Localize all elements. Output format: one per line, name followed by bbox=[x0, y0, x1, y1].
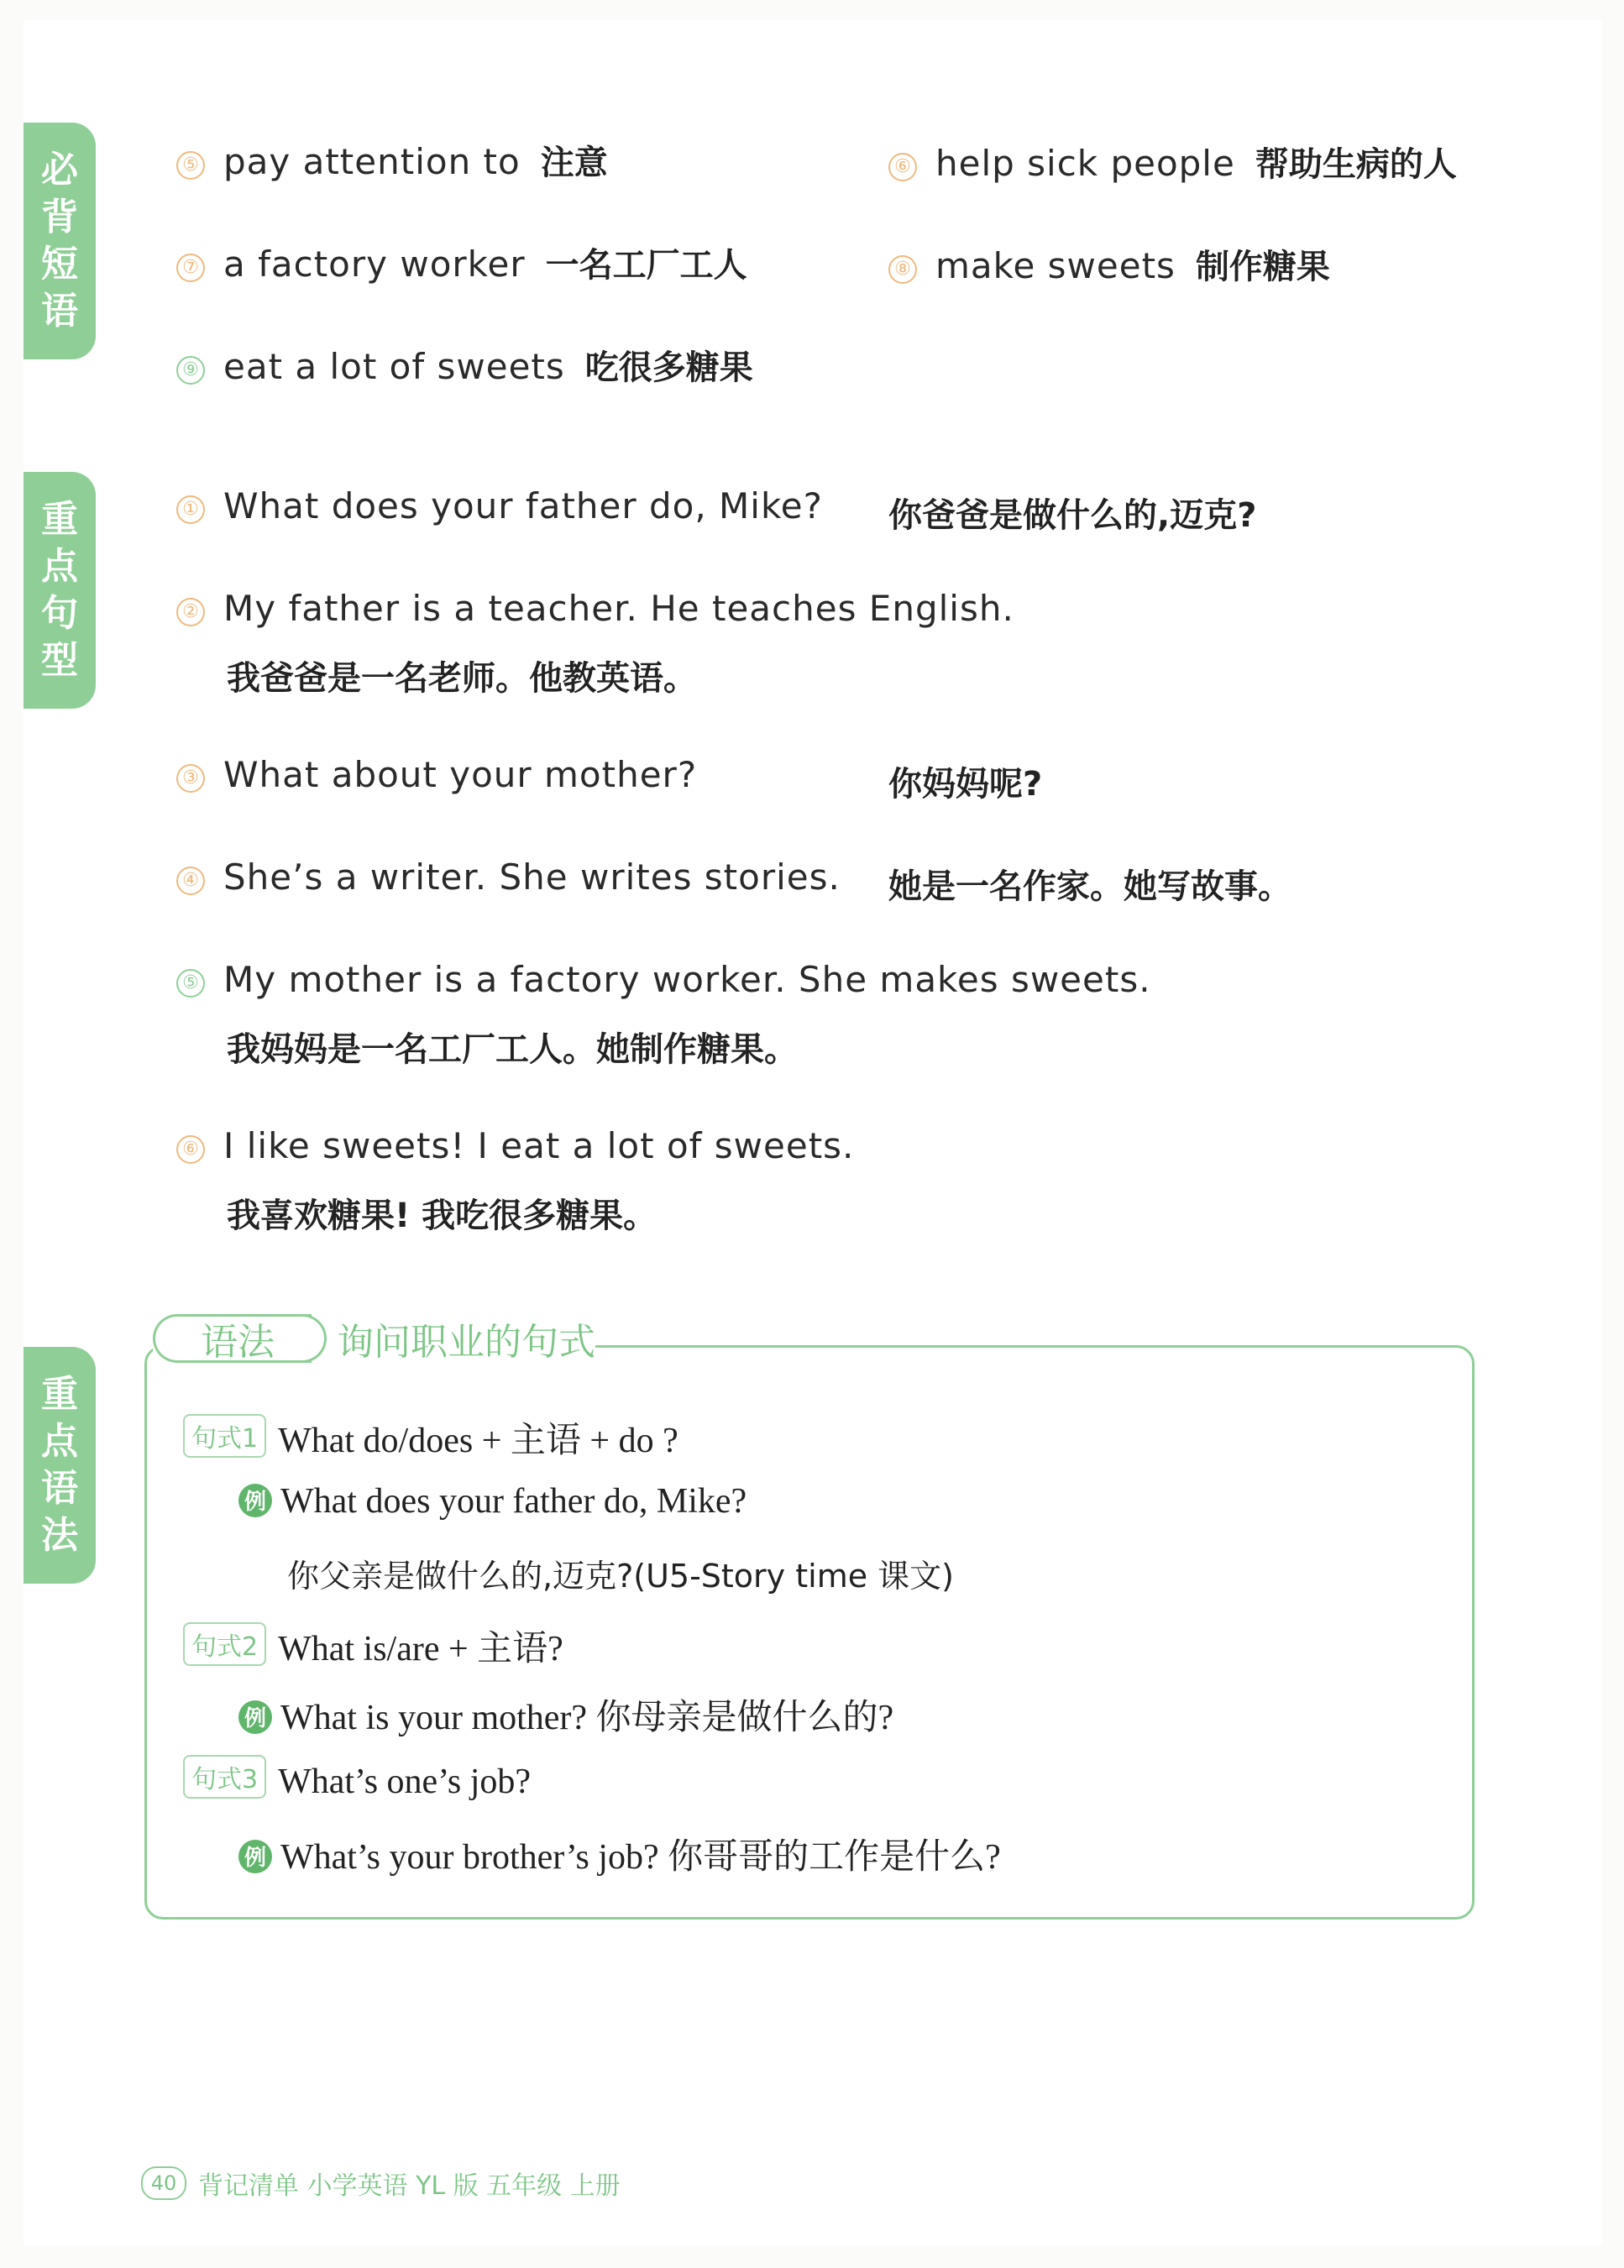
example-1-zh bbox=[287, 1550, 954, 1596]
phrase-zh: 帮助生病的人 bbox=[1255, 145, 1457, 184]
item-number: ⑦ bbox=[176, 254, 205, 282]
tab-char: 背 bbox=[41, 196, 78, 238]
sentence-item bbox=[176, 856, 841, 898]
phrase-zh: 制作糖果 bbox=[1195, 248, 1330, 286]
sentence-en: She’s a writer. She writes stories. bbox=[223, 856, 841, 898]
example-icon: 例 bbox=[238, 1484, 272, 1517]
tab-key-grammar bbox=[24, 1347, 96, 1584]
sentence-zh: 她是一名作家。她写故事。 bbox=[888, 867, 1291, 906]
item-number: ⑧ bbox=[888, 255, 917, 284]
item-number: ① bbox=[176, 495, 205, 524]
phrase-item bbox=[176, 136, 608, 184]
example-en: What’s your brother’s job? 你哥哥的工作是什么? bbox=[280, 1838, 1001, 1877]
sentence-item bbox=[176, 959, 1151, 1001]
sentence-en: What about your mother? bbox=[223, 754, 698, 795]
pattern-formula: What’s one’s job? bbox=[278, 1763, 532, 1801]
sentence-zh: 我妈妈是一名工厂工人。她制作糖果。 bbox=[227, 1030, 798, 1069]
tab-char: 重 bbox=[41, 1373, 78, 1416]
tab-char: 句 bbox=[41, 592, 78, 635]
phrase-zh: 吃很多糖果 bbox=[584, 348, 753, 387]
pattern-label: 句式2 bbox=[183, 1622, 266, 1666]
page-footer bbox=[141, 2165, 621, 2202]
sentence-en: My mother is a factory worker. She makes sweets. bbox=[223, 959, 1151, 1000]
grammar-tag: 语法 bbox=[153, 1314, 312, 1363]
pattern-label: 句式3 bbox=[183, 1755, 266, 1799]
grammar-title: 询问职业的句式 bbox=[337, 1321, 595, 1364]
sentence-en: My father is a teacher. He teaches English. bbox=[223, 588, 1014, 629]
tab-must-recite-phrases bbox=[24, 123, 96, 359]
example-zh: 你父亲是做什么的,迈克?(U5-Story time 课文) bbox=[287, 1558, 954, 1595]
phrase-en: a factory worker bbox=[223, 244, 526, 285]
phrase-item bbox=[176, 341, 753, 389]
example-en: What does your father do, Mike? bbox=[280, 1482, 747, 1521]
phrase-item bbox=[888, 240, 1330, 288]
item-number: ⑤ bbox=[176, 151, 205, 180]
item-number: ② bbox=[176, 598, 205, 626]
example-icon: 例 bbox=[238, 1840, 272, 1873]
tab-char: 必 bbox=[41, 149, 78, 191]
pattern-2 bbox=[183, 1621, 563, 1671]
phrase-zh: 注意 bbox=[540, 144, 608, 182]
sentence-zh: 我喜欢糖果! 我吃很多糖果。 bbox=[227, 1197, 657, 1235]
example-1 bbox=[238, 1481, 747, 1522]
item-number: ⑥ bbox=[176, 1135, 205, 1164]
pattern-formula: What do/does + 主语 + do ? bbox=[278, 1422, 678, 1460]
phrase-item bbox=[888, 138, 1457, 186]
sentence-item bbox=[176, 754, 697, 796]
tab-char: 型 bbox=[41, 639, 78, 682]
tab-char: 点 bbox=[41, 545, 78, 588]
item-number: ⑤ bbox=[176, 969, 205, 998]
pattern-formula: What is/are + 主语? bbox=[278, 1630, 563, 1668]
sentence-item bbox=[176, 588, 1014, 630]
phrase-en: make sweets bbox=[935, 245, 1176, 286]
sentence-en: I like sweets! I eat a lot of sweets. bbox=[223, 1125, 855, 1166]
example-icon: 例 bbox=[238, 1700, 272, 1734]
item-number: ④ bbox=[176, 867, 205, 895]
tab-char: 法 bbox=[41, 1514, 78, 1557]
sentence-en: What does your father do, Mike? bbox=[223, 485, 823, 526]
phrase-en: eat a lot of sweets bbox=[223, 346, 565, 387]
item-number: ⑨ bbox=[176, 356, 205, 385]
pattern-1 bbox=[183, 1412, 678, 1463]
sentence-zh: 你妈妈呢? bbox=[888, 765, 1043, 804]
sentence-item bbox=[176, 1125, 854, 1167]
sentence-zh: 我爸爸是一名老师。他教英语。 bbox=[227, 659, 697, 698]
phrase-en: help sick people bbox=[935, 143, 1235, 184]
sentence-zh: 你爸爸是做什么的,迈克? bbox=[888, 496, 1257, 535]
tab-key-sentences bbox=[24, 472, 96, 709]
page-number: 40 bbox=[141, 2166, 186, 2200]
sentence-item bbox=[176, 485, 823, 527]
tab-char: 重 bbox=[41, 498, 78, 541]
example-en: What is your mother? 你母亲是做什么的? bbox=[280, 1699, 894, 1737]
tab-char: 语 bbox=[41, 1467, 78, 1510]
grammar-header bbox=[153, 1312, 595, 1365]
tab-char: 短 bbox=[41, 243, 78, 285]
phrase-en: pay attention to bbox=[223, 141, 521, 182]
phrase-zh: 一名工厂工人 bbox=[545, 246, 747, 285]
item-number: ③ bbox=[176, 764, 205, 793]
pattern-3 bbox=[183, 1760, 531, 1804]
tab-char: 语 bbox=[41, 290, 78, 333]
pattern-label: 句式1 bbox=[183, 1414, 266, 1458]
phrase-item bbox=[176, 238, 747, 286]
example-3 bbox=[238, 1829, 1001, 1879]
footer-text: 背记清单 小学英语 YL 版 五年级 上册 bbox=[198, 2171, 621, 2201]
tab-char: 点 bbox=[41, 1420, 78, 1463]
example-2 bbox=[238, 1689, 893, 1740]
item-number: ⑥ bbox=[888, 153, 917, 181]
